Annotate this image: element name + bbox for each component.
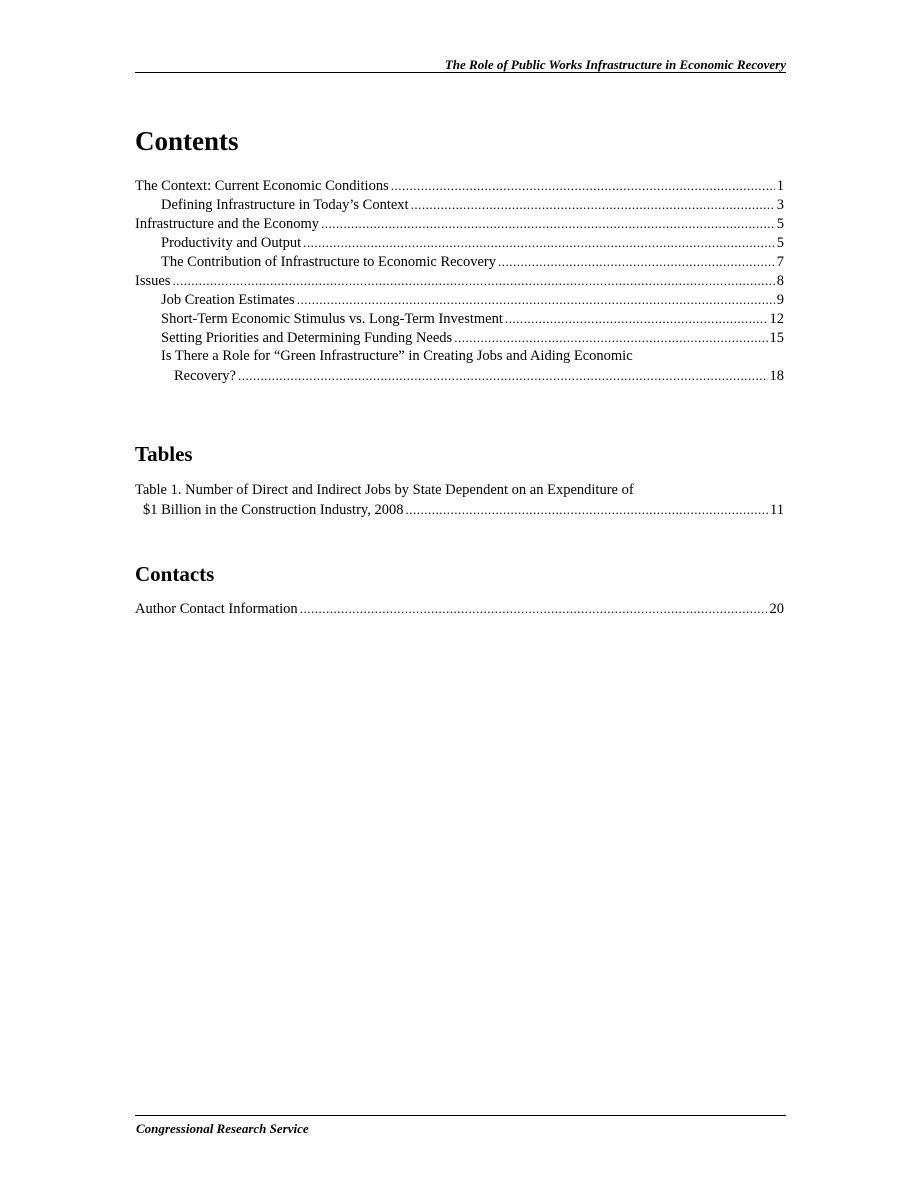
toc-entry-page: 15: [769, 330, 784, 346]
toc-entry[interactable]: [135, 176, 784, 195]
dot-leader: [238, 366, 768, 385]
toc-entry[interactable]: [135, 328, 784, 347]
toc-entry[interactable]: [135, 309, 784, 328]
dot-leader: [454, 328, 767, 347]
contents-heading: Contents: [135, 126, 239, 156]
dot-leader: [411, 195, 775, 214]
toc-entry-label-line1: Is There a Role for “Green Infrastructure” in Creating Jobs and Aiding Economic: [161, 348, 633, 364]
toc-entry-page: 9: [776, 292, 784, 308]
toc-entry[interactable]: [135, 195, 784, 214]
dot-leader: [172, 271, 774, 290]
footer-rule: [135, 1115, 786, 1116]
toc-entry-page: 20: [769, 601, 784, 617]
toc-entry[interactable]: [135, 290, 784, 309]
toc-entry-label: Infrastructure and the Economy: [135, 216, 319, 232]
toc-entry[interactable]: [135, 347, 784, 385]
contacts-heading: Contacts: [135, 562, 215, 586]
toc-entry[interactable]: [135, 481, 784, 519]
contacts-list: [135, 599, 784, 618]
toc-entry[interactable]: [135, 252, 784, 271]
toc-entry-label: The Contribution of Infrastructure to Economic Recovery: [161, 254, 497, 270]
toc-entry-label: Productivity and Output: [161, 235, 302, 251]
tables-heading: Tables: [135, 442, 193, 466]
dot-leader: [321, 214, 775, 233]
toc-entry-label: Job Creation Estimates: [161, 292, 295, 308]
dot-leader: [303, 233, 775, 252]
dot-leader: [297, 290, 775, 309]
toc-entry-label: Short-Term Economic Stimulus vs. Long-Term Investment: [161, 311, 503, 327]
running-header: The Role of Public Works Infrastructure in Economic Recovery: [444, 57, 786, 72]
toc-entry-label-line2: $1 Billion in the Construction Industry, 2008: [143, 502, 404, 518]
toc-entry-page: 7: [776, 254, 784, 270]
toc-entry-label: The Context: Current Economic Conditions: [135, 178, 389, 194]
dot-leader: [300, 599, 768, 618]
dot-leader: [505, 309, 768, 328]
toc-entry[interactable]: [135, 233, 784, 252]
toc-entry-label: Defining Infrastructure in Today’s Context: [161, 197, 409, 213]
dot-leader: [391, 176, 775, 195]
toc-entry-page: 12: [769, 311, 784, 327]
toc-entry[interactable]: [135, 271, 784, 290]
toc-entry-label-line1: Table 1. Number of Direct and Indirect Jobs by State Dependent on an Expenditure of: [135, 482, 634, 498]
toc-entry-page: 8: [776, 273, 784, 289]
contents-list: [135, 176, 784, 385]
toc-entry-page: 3: [776, 197, 784, 213]
dot-leader: [498, 252, 775, 271]
toc-entry-label-line2: Recovery?: [174, 368, 236, 384]
toc-entry[interactable]: [135, 214, 784, 233]
toc-entry-page: 5: [776, 216, 784, 232]
toc-entry[interactable]: [135, 599, 784, 618]
toc-entry-label: Issues: [135, 273, 171, 289]
toc-entry-label: Author Contact Information: [135, 601, 298, 617]
toc-entry-page: 5: [776, 235, 784, 251]
toc-entry-page: 1: [776, 178, 784, 194]
toc-entry-page: 11: [770, 502, 784, 518]
dot-leader: [405, 500, 768, 519]
toc-entry-label: Setting Priorities and Determining Funding Needs: [161, 330, 453, 346]
header-rule: [135, 72, 786, 73]
tables-list: [135, 481, 784, 519]
toc-entry-page: 18: [769, 368, 784, 384]
running-footer: Congressional Research Service: [136, 1121, 309, 1136]
